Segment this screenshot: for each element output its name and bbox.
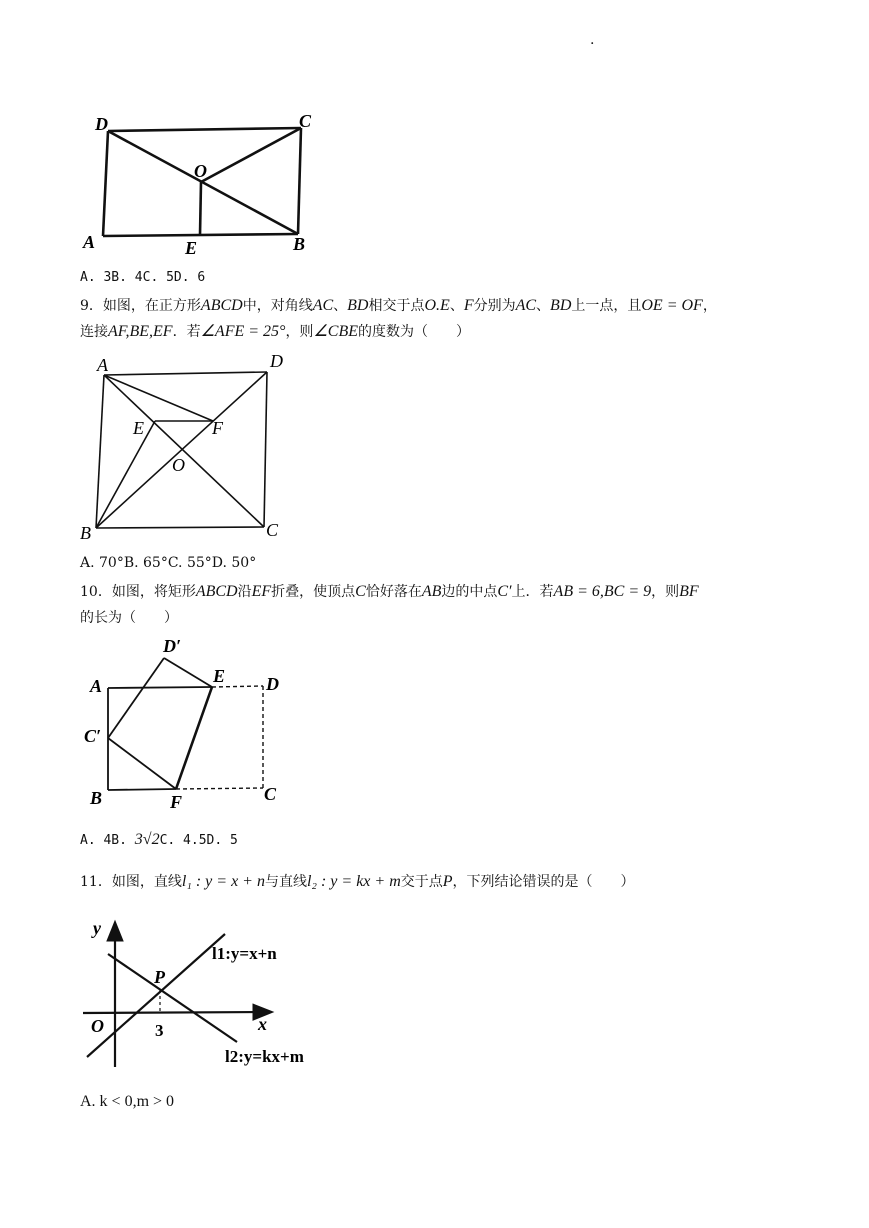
dashed-ed xyxy=(212,686,263,687)
edge-bf xyxy=(108,789,176,790)
dashed-fc xyxy=(176,788,263,789)
figure-q8 xyxy=(75,105,335,265)
edge-cb xyxy=(96,527,264,528)
q9-angle-cbe: ∠CBE xyxy=(313,323,358,340)
q9-segments: AF,BE,EF xyxy=(108,323,173,340)
q9-text: 9．如图，在正方形 xyxy=(80,298,201,314)
q9-abcd: ABCD xyxy=(200,297,243,314)
edge-ad xyxy=(104,372,267,375)
q10-text: 边的中点 xyxy=(441,584,498,600)
q10-given: AB = 6,BC = 9 xyxy=(553,583,652,600)
label-b: B xyxy=(293,234,306,254)
q10-options xyxy=(80,830,238,851)
label-l2: l2:y=kx+m xyxy=(225,1047,304,1066)
q9-sep: 、 xyxy=(449,298,464,314)
q9-ac: AC xyxy=(515,297,537,314)
q9-text: 的度数为（ ） xyxy=(358,324,470,340)
edge-ba xyxy=(96,375,104,528)
label-three: 3 xyxy=(155,1021,164,1040)
label-f: F xyxy=(212,418,223,438)
q9-bd: BD xyxy=(347,297,369,314)
q9-bd: BD xyxy=(550,297,572,314)
q9-text: ．若 xyxy=(172,324,201,340)
q9-sep: 、 xyxy=(536,298,551,314)
label-e: E xyxy=(213,666,226,686)
q9-text: 相交于点 xyxy=(368,298,425,314)
label-b: B xyxy=(90,788,103,808)
label-b: B xyxy=(80,523,91,543)
label-a: A xyxy=(97,355,108,375)
q10-bf: BF xyxy=(679,583,699,600)
page-dot: . xyxy=(590,32,595,48)
segment-cprime-f xyxy=(108,738,176,789)
q11-l2: l₂ : y = kx + m xyxy=(306,873,401,890)
q10-text: ，则 xyxy=(651,584,680,600)
q11-option-a xyxy=(80,1092,174,1112)
label-a: A xyxy=(90,676,103,696)
q10-abcd: ABCD xyxy=(195,583,238,600)
label-l1: l1:y=x+n xyxy=(212,944,277,963)
edge-dc xyxy=(264,372,267,527)
x-axis xyxy=(83,1012,270,1013)
label-e: E xyxy=(185,238,198,258)
q9-options: A. 70°B. 65°C. 55°D. 50° xyxy=(80,555,257,571)
q9-angle-afe: ∠AFE = 25° xyxy=(200,323,286,340)
q9-sep: 、 xyxy=(333,298,348,314)
segment-dprime-e xyxy=(164,658,212,687)
label-a: A xyxy=(83,232,96,252)
label-c: C xyxy=(299,111,312,131)
label-d: D xyxy=(95,114,108,134)
fold-line-ef xyxy=(176,687,212,789)
label-o: O xyxy=(172,455,185,475)
label-e: E xyxy=(133,418,144,438)
label-x: x xyxy=(258,1014,267,1034)
q9-text: ，则 xyxy=(285,324,314,340)
q11-text: 交于点 xyxy=(400,874,443,890)
q9-text: ， xyxy=(702,298,717,314)
label-p: P xyxy=(154,967,165,987)
segment-oe xyxy=(200,182,201,235)
edge-ad xyxy=(103,131,108,236)
q9-oe: O.E xyxy=(424,297,450,314)
q11-text: 11．如图，直线 xyxy=(80,874,182,890)
label-c: C xyxy=(264,784,277,804)
q9-oe-eq-of: OE = OF xyxy=(641,297,703,314)
q10-line1 xyxy=(80,582,699,602)
q10-option-rest: C. 4.5D. 5 xyxy=(159,833,238,848)
q9-text: 连接 xyxy=(80,324,108,340)
label-c-prime: C′ xyxy=(84,726,102,746)
q10-ef: EF xyxy=(251,583,272,600)
q9-text: 中，对角线 xyxy=(242,298,313,314)
q9-line2 xyxy=(80,322,470,342)
q9-f: F xyxy=(463,297,474,314)
q9-text: 分别为 xyxy=(473,298,516,314)
q11-text: 与直线 xyxy=(264,874,307,890)
line-l2 xyxy=(108,954,237,1042)
q10-text: 上．若 xyxy=(511,584,554,600)
figure-q11 xyxy=(75,912,335,1072)
edge-dc xyxy=(108,128,301,131)
label-c: C xyxy=(266,520,279,540)
q10-text: 沿 xyxy=(237,584,252,600)
q11-option-a-text: A. k < 0,m > 0 xyxy=(80,1093,175,1110)
edge-cb xyxy=(298,128,301,234)
q9-ac: AC xyxy=(312,297,334,314)
q11-l1: l₁ : y = x + n xyxy=(181,873,265,890)
figure-q9 xyxy=(75,352,300,552)
q10-line2: 的长为（ ） xyxy=(80,610,178,626)
q8-options: A. 3B. 4C. 5D. 6 xyxy=(80,270,206,285)
segment-cprime-dprime xyxy=(108,658,164,738)
figure-q10 xyxy=(75,630,295,815)
segment-be xyxy=(96,421,155,528)
q10-option-a: A. 4B. xyxy=(80,833,135,848)
label-d: D xyxy=(270,352,283,371)
q10-text: 恰好落在 xyxy=(365,584,422,600)
diagonal-ac xyxy=(104,375,264,527)
edge-ae xyxy=(108,687,212,688)
label-o: O xyxy=(194,161,207,181)
q11-text: ，下列结论错误的是（ ） xyxy=(452,874,635,890)
q11-p: P xyxy=(442,873,453,890)
segment-af xyxy=(104,375,213,421)
q10-text: 折叠，使顶点 xyxy=(271,584,356,600)
q9-line1 xyxy=(80,296,717,316)
segment-co xyxy=(201,128,301,182)
q10-c: C xyxy=(355,583,366,600)
label-d: D xyxy=(266,674,279,694)
q11-line1 xyxy=(80,872,635,892)
label-f: F xyxy=(170,792,183,812)
label-origin: O xyxy=(91,1016,104,1036)
q9-text: 上一点，且 xyxy=(571,298,642,314)
q10-option-b-value: 3√2 xyxy=(134,831,160,848)
q10-cprime: C′ xyxy=(497,583,512,600)
label-d-prime: D′ xyxy=(163,636,182,656)
label-y: y xyxy=(93,918,101,938)
q10-ab: AB xyxy=(421,583,442,600)
q10-text: 10．如图，将矩形 xyxy=(80,584,196,600)
